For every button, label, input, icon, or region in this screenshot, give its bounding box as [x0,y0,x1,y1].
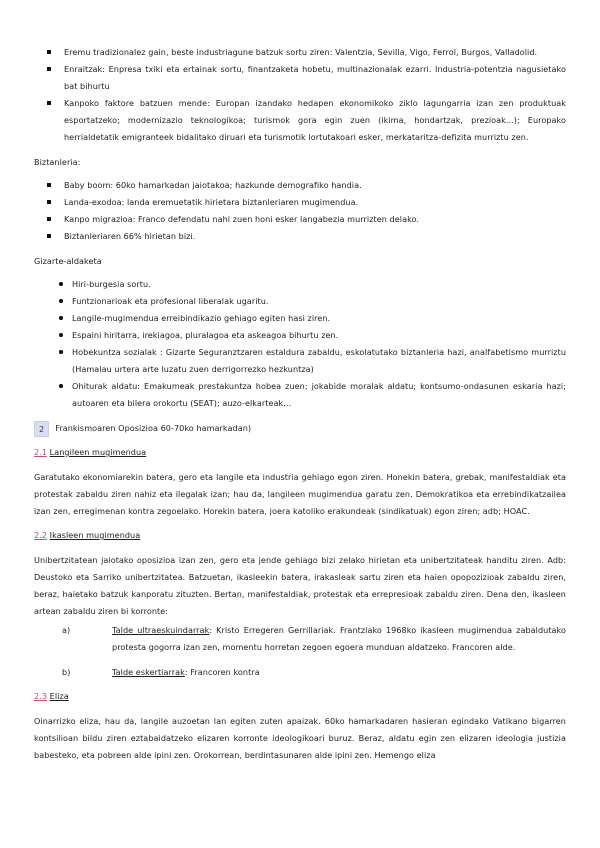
subsection-number: 2.2 [34,530,48,540]
list-item: Hiri-burgesia sortu. [34,276,566,293]
biztanleria-list [34,177,566,245]
item-text: : Francoren kontra [184,667,260,677]
list-item: Landa-exodoa: landa eremuetatik hirietara biztanleriaren mugimendua. [34,194,566,211]
list-item: Langile-mugimendua erreibindikazio gehiago egiten hasi ziren. [34,310,566,327]
list-item: Baby boom: 60ko hamarkadan jaiotakoa; hazkunde demografiko handia. [34,177,566,194]
industry-bullet-list [34,44,566,146]
list-item: Hobekuntza sozialak : Gizarte Seguranztzaren estaldura zabaldu, eskolatutako biztanleria hazi, analfabetismo murriztu (Hamalau urtera arte luzatu zuen derrigorrezko hezkuntza) [34,344,566,378]
subsection-title: Eliza [49,691,69,701]
list-item: Ohiturak aldatu: Emakumeak prestakuntza hobea zuen; jokabide moralak aldatu; kontsumo-ondasunen eskaria hazi; autoaren eta bilera orokortu (SEAT); auzo-elkarteak... [34,378,566,412]
korronte-list [34,622,566,681]
list-item [34,664,566,681]
subsection-title: Langileen mugimendua [49,447,147,457]
subsection-2-2-heading [34,527,566,544]
gizarte-list [34,276,566,412]
list-item: Eremu tradizionalez gain, beste industriagune batzuk sortu ziren: Valentzia, Sevilla, Vigo, Ferrol, Burgos, Valladolid. [34,44,566,61]
list-item: Kanpo migrazioa: Franco defendatu nahi zuen honi esker langabezia murrizten delako. [34,211,566,228]
subsection-2-1-body: Garatutako ekonomiarekin batera, gero eta langile eta industria gehiago egon ziren. Honekin batera, grebak, manifestaldiak eta protestak zabaldu ziren nahiz eta ilegalak izan; hau da, langileen mugimendua garatu zen. Demokratikoa eta errebindikatzailea izan zen, erregimenan kontra zegoelako. Horekin batera, joera katoliko erakundeak (sindikatuak) egon ziren; adb; HOAC. [34,472,566,516]
list-item: Funtzionarioak eta profesional liberalak ugaritu. [34,293,566,310]
list-item: Biztanleriaren 66% hirietan bizi. [34,228,566,245]
item-text: : Kristo Erregeren Gerrillariak. Frantziako 1968ko ikasleen mugimendua zabaldutako protesta gogorra izan zen, momentu horretan zegoen egoera munduan aldatzeko. Francoren alde. [112,625,566,652]
section-title: Frankismoaren Oposizioa 60-70ko hamarkadan) [55,423,252,433]
gizarte-heading: Gizarte-aldaketa [34,256,102,266]
list-item: Enraitzak: Enpresa txiki eta ertainak sortu, finantzaketa hobetu, multinazionalak ezarri. Industria-potentzia nagusietako bat bihurtu [34,61,566,95]
subsection-2-2-body: Unibertzitatean jaiotako oposizioa izan zen, gero eta jende gehiago bizi zelako hirietan eta unibertzitateak handitu ziren. Adb: Deustoko eta Sarriko unibertzitatea. Batzuetan, ikasleekin batera, irakasleak sartu ziren eta haien opopozizioak zabaldu ziren, beraz, haietako batzuk kanporatu zituzten. Bertan, manifestaldiak, protestak eta errepresioak zabaldu ziren. Dena den, ikasleen artean zabaldu ziren bi korronte: [34,555,566,616]
list-item [34,622,566,656]
item-label: Talde ultraeskuindarrak [112,625,210,635]
subsection-number: 2.3 [34,691,48,701]
biztanleria-heading: Biztanleria: [34,157,81,167]
subsection-2-3-body: Oinarrizko eliza, hau da, langile auzoetan lan egiten zuten apaizak. 60ko hamarkadaren hasieran egindako Vatikano bigarren kontsilioan bildu ziren eztabaidatzeko elizaren korronte ideologikoari buruz. Beraz, aldatu egin zen elizaren ideologia justizia babesteko, eta pobreen alde ipini zen. Orokorrean, berdintasunaren alde ipini zen. Hemengo eliza [34,716,566,760]
subsection-2-1-heading [34,444,566,461]
list-item: Espaini hiritarra, irekiagoa, pluralagoa eta askeagoa bihurtu zen. [34,327,566,344]
section-number-badge: 2 [34,421,49,437]
item-letter: a) [62,625,71,635]
list-item: Kanpoko faktore batzuen mende: Europan izandako hedapen ekonomikoko ziklo lagungarria izan zen produktuak esportatzeko; modernizazio teknologikoa; turismok gora egin zuen (ikima, hondartzak, prezioak...); Europako herrialdetatik emigranteek bidalitako diruari eta turismotik lortutakoari esker, merkataritza-defizita murriztu zen. [34,95,566,146]
item-letter: b) [62,667,71,677]
subsection-title: Ikasleen mugimendua [49,530,141,540]
section-2-heading [34,420,566,437]
item-label: Talde eskertiarrak [112,667,185,677]
subsection-2-3-heading [34,688,566,705]
subsection-number: 2.1 [34,447,48,457]
